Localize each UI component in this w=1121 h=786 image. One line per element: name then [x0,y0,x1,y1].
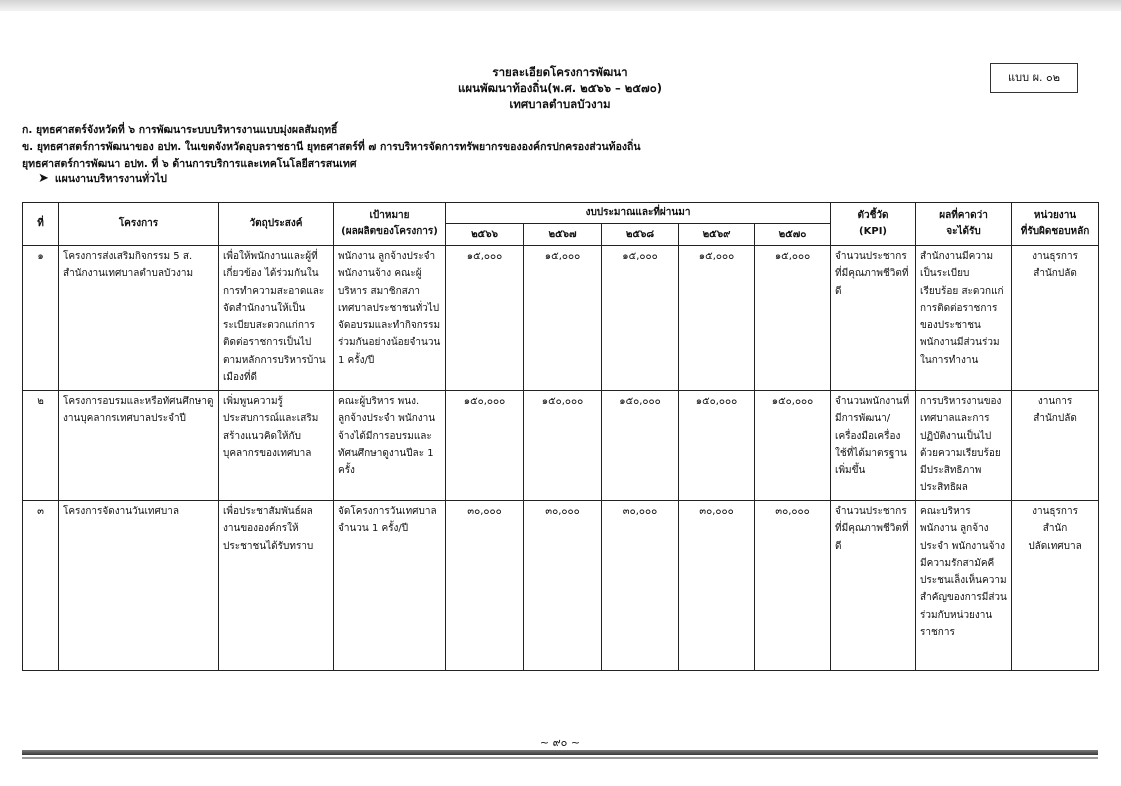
table-row [23,391,1099,501]
provincial-strategy: ก. ยุทธศาสตร์จังหวัดที่ ๖ การพัฒนาระบบบริหารงานแบบมุ่งผลสัมฤทธิ์ [22,124,338,136]
header-no: ที่ [23,203,59,246]
title-line-2: แผนพัฒนาท้องถิ่น(พ.ศ. ๒๕๖๖ – ๒๕๗๐) [458,81,662,95]
row-outcome: สำนักงานมีความเป็นระเบียบเรียบร้อย สะดวกแก่การติดต่อราชการของประชาชน พนักงานมีส่วนร่วมในการทำงาน [916,246,1012,391]
development-strategy: ยุทธศาสตร์การพัฒนา อปท. ที่ ๖ ด้านการบริการและเทคโนโลยีสารสนเทศ [22,158,357,170]
header-responsible: หน่วยงาน ที่รับผิดชอบหลัก [1012,203,1099,246]
local-admin-strategy: ข. ยุทธศาสตร์การพัฒนาของ อปท. ในเขตจังหวัดอุบลราชธานี ยุทธศาสตร์ที่ ๗ การบริหารจัดการทรัพยากรขององค์กรปกครองส่วนท้องถิ่น [22,141,641,153]
table-row [23,246,1099,391]
footer-rule-thin [22,757,1098,759]
row-outcome: คณะบริหาร พนักงาน ลูกจ้างประจำ พนักงานจ้างมีความรักสามัคคีประชนเล็งเห็นความสำคัญของการมีส่วนร่วมกับหน่วยงานราชการ [916,501,1012,671]
row-budget: ๑๕๐,๐๐๐ [679,391,755,501]
row-budget: ๑๕๐,๐๐๐ [755,391,831,501]
header-target: เป้าหมาย (ผลผลิตของโครงการ) [334,203,446,246]
row-budget: ๑๕,๐๐๐ [679,246,755,391]
row-project: โครงการอบรมและหรือทัศนศึกษาดูงานบุคลากรเทศบาลประจำปี [59,391,219,501]
project-table [22,202,1099,671]
row-outcome: การบริหารงานของเทศบาลและการปฏิบัติงานเป็นไปด้วยความเรียบร้อยมีประสิทธิภาพประสิทธิผล [916,391,1012,501]
header-row [23,203,1099,224]
row-target: คณะผู้บริหาร พนง. ลูกจ้างประจำ พนักงานจ้างได้มีการอบรมและทัศนศึกษาดูงานปีละ 1 ครั้ง [334,391,446,501]
row-budget: ๑๕,๐๐๐ [755,246,831,391]
document-title [350,64,770,112]
row-target: พนักงาน ลูกจ้างประจำ พนักงานจ้าง คณะผู้บริหาร สมาชิกสภาเทศบาลประชาชนทั่วไปจัดอบรมและทำกิจกรรมร่วมกันอย่างน้อยจำนวน 1 ครั้ง/ปี [334,246,446,391]
plan-work [38,172,167,186]
header-year: ๒๕๖๖ [446,224,524,246]
row-budget: ๓๐,๐๐๐ [602,501,679,671]
row-budget: ๑๕๐,๐๐๐ [524,391,602,501]
row-budget: ๑๕๐,๐๐๐ [602,391,679,501]
row-budget: ๓๐,๐๐๐ [524,501,602,671]
header-year: ๒๕๖๙ [679,224,755,246]
row-project: โครงการส่งเสริมกิจกรรม 5 ส. สำนักงานเทศบาลตำบลบัวงาม [59,246,219,391]
row-responsible: งานธุรการ สำนักปลัด [1012,246,1099,391]
row-budget: ๓๐,๐๐๐ [755,501,831,671]
row-kpi: จำนวนประชากรที่มีคุณภาพชีวิตที่ดี [831,246,916,391]
row-budget: ๓๐,๐๐๐ [446,501,524,671]
row-responsible: งานธุรการ สำนัก ปลัดเทศบาล [1012,501,1099,671]
row-kpi: จำนวนพนักงานที่มีการพัฒนา/เครื่องมือเครื่องใช้ที่ได้มาตรฐานเพิ่มขึ้น [831,391,916,501]
header-year: ๒๕๗๐ [755,224,831,246]
top-band [0,0,1121,11]
row-budget: ๑๕๐,๐๐๐ [446,391,524,501]
header-outcome: ผลที่คาดว่า จะได้รับ [916,203,1012,246]
row-budget: ๑๕,๐๐๐ [524,246,602,391]
header-project: โครงการ [59,203,219,246]
strategy-block [22,122,641,173]
row-no: ๑ [23,246,59,391]
table-row [23,501,1099,671]
row-target: จัดโครงการวันเทศบาล จำนวน 1 ครั้ง/ปี [334,501,446,671]
header-year: ๒๕๖๗ [524,224,602,246]
header-year: ๒๕๖๘ [602,224,679,246]
header-objective: วัตถุประสงค์ [219,203,334,246]
page-number: ~ ๙๐ ~ [539,736,581,749]
row-kpi: จำนวนประชากรที่มีคุณภาพชีวิตที่ดี [831,501,916,671]
arrow-bullet-icon: ➤ [38,171,49,186]
footer-rule [22,750,1098,755]
row-objective: เพื่อประชาสัมพันธ์ผลงานขององค์กรให้ประชาชนได้รับทราบ [219,501,334,671]
row-project: โครงการจัดงานวันเทศบาล [59,501,219,671]
form-code-box: แบบ ผ. ๐๒ [990,63,1078,93]
row-no: ๒ [23,391,59,501]
row-budget: ๑๕,๐๐๐ [446,246,524,391]
row-no: ๓ [23,501,59,671]
header-budget: งบประมาณและที่ผ่านมา [446,203,831,224]
row-objective: เพื่อให้พนักงานและผู้ที่เกี่ยวข้อง ได้ร่วมกันในการทำความสะอาดและจัดสำนักงานให้เป็นระเบียบสะดวกแก่การติดต่อราชการเป็นไปตามหลักการบริหารบ้านเมืองที่ดี [219,246,334,391]
row-budget: ๓๐,๐๐๐ [679,501,755,671]
title-line-1: รายละเอียดโครงการพัฒนา [492,65,628,79]
title-line-3: เทศบาลตำบลบัวงาม [509,97,611,111]
row-responsible: งานการ สำนักปลัด [1012,391,1099,501]
plan-work-label: แผนงานบริหารงานทั่วไป [54,173,167,185]
header-kpi: ตัวชี้วัด (KPI) [831,203,916,246]
row-objective: เพิ่มพูนความรู้ประสบการณ์และเสริมสร้างแนวคิดให้กับบุคลากรของเทศบาล [219,391,334,501]
row-budget: ๑๕,๐๐๐ [602,246,679,391]
